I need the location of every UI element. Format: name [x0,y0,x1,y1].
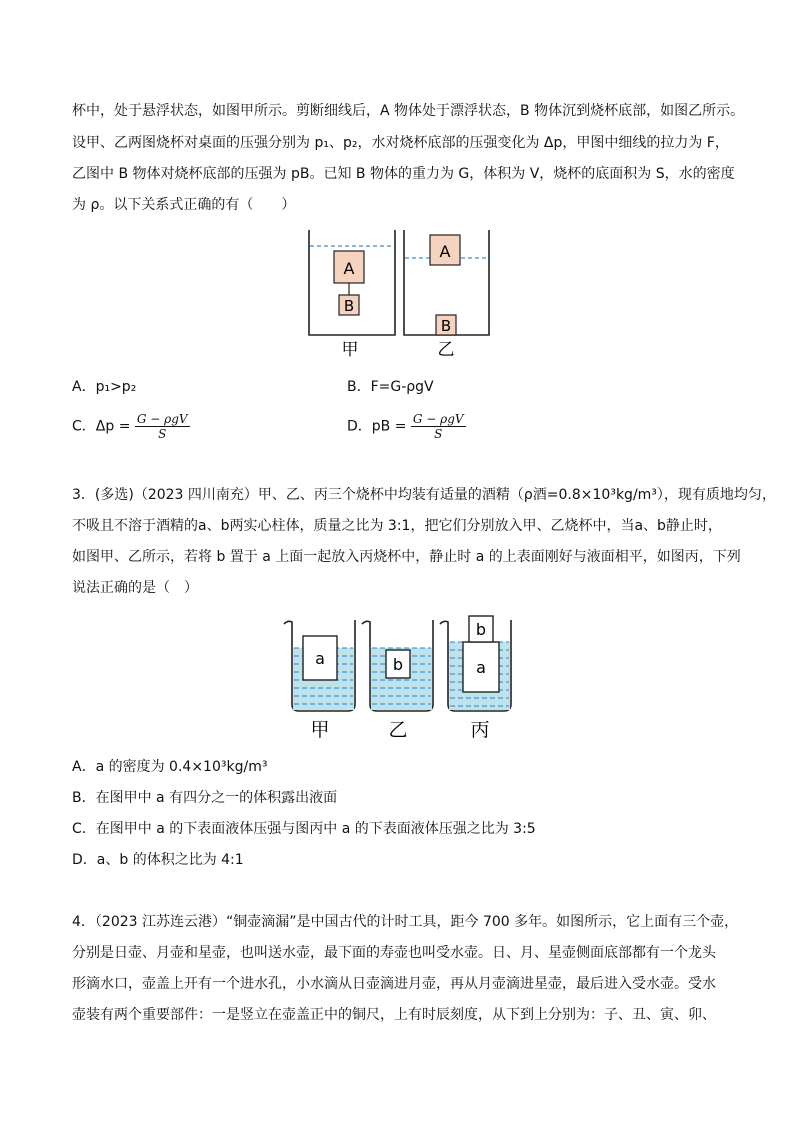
fraction-denominator: S [434,427,443,441]
q3-line-2: 不吸且不溶于酒精的a、b两实心柱体，质量之比为 3:1，把它们分别放入甲、乙烧杯中，当a、b静止时， [72,518,722,534]
label-jia: 甲 [310,719,330,741]
q3-line-3: 如图甲、乙所示，若将 b 置于 a 上面一起放入丙烧杯中，静止时 a 的上表面刚好与液面相平，如图丙，下列 [72,549,741,565]
q3-option-c: C．在图甲中 a 的下表面液体压强与图丙中 a 的下表面液体压强之比为 3:5 [72,821,536,837]
q2-option-d-fraction [411,412,466,441]
q4-line-1: 4．（2023 江苏连云港）“铜壶滴漏”是中国古代的计时工具，距今 700 多年。如图所示，它上面有三个壶， [72,914,739,930]
block-b-2-label: b [392,655,404,674]
block-a-jia-label: A [343,259,355,278]
q2-line-4: 为 ρ。以下关系式正确的有（ ） [72,197,296,213]
q2-line-1: 杯中，处于悬浮状态，如图甲所示。剪断细线后，A 物体处于漂浮状态，B 物体沉到烧杯底部，如图乙所示。 [72,103,745,119]
label-yi: 乙 [388,719,408,741]
q2-line-2: 设甲、乙两图烧杯对桌面的压强分别为 p₁、p₂，水对烧杯底部的压强变化为 Δp，甲图中细线的拉力为 F， [72,135,729,151]
fraction-numerator: G − ρgV [136,412,188,426]
q3-option-a: A．a 的密度为 0.4×10³kg/m³ [72,759,268,775]
q2-option-d-prefix: D．pB = [347,418,407,435]
q3-option-b: B．在图甲中 a 有四分之一的体积露出液面 [72,790,338,806]
q3-figure [280,612,520,747]
block-b-3-label: b [475,620,487,639]
q4-line-3: 形滴水口，壶盖上开有一个进水孔，小水滴从日壶滴进月壶，再从月壶滴进星壶，最后进入受水壶。受水 [72,976,716,992]
q4-line-2: 分别是日壶、月壶和星壶，也叫送水壶，最下面的寿壶也叫受水壶。日、月、星壶侧面底部都有一个龙头 [72,945,716,961]
q2-option-c [72,412,190,441]
block-a-1-label: a [315,649,325,668]
block-b-jia-label: B [343,297,355,315]
q2-option-b: B．F=G-ρgV [347,379,434,395]
q2-option-c-fraction [135,412,190,441]
fraction-numerator: G − ρgV [412,412,464,426]
q2-option-a: A．p₁>p₂ [72,379,137,395]
fraction-denominator: S [158,427,167,441]
q3-line-4: 说法正确的是（ ） [72,580,198,596]
q2-figure [300,225,500,365]
label-yi: 乙 [437,340,455,360]
q2-option-c-prefix: C．Δp = [72,418,131,435]
label-jia: 甲 [341,340,359,360]
q3-option-d: D．a、b 的体积之比为 4:1 [72,852,244,868]
q2-option-d [347,412,466,441]
block-a-yi-label: A [439,242,451,261]
q2-line-3: 乙图中 B 物体对烧杯底部的压强为 pB。已知 B 物体的重力为 G，体积为 V，烧杯的底面积为 S，水的密度 [72,166,735,182]
q3-line-1: 3．(多选)（2023 四川南充）甲、乙、丙三个烧杯中均装有适量的酒精（ρ酒=0.8×10³kg/m³），现有质地均匀， [72,487,776,503]
q4-line-4: 壶装有两个重要部件：一是竖立在壶盖正中的铜尺，上有时辰刻度，从下到上分别为：子、丑、寅、卯、 [72,1007,716,1023]
block-b-yi-label: B [440,317,452,335]
block-a-3-label: a [476,658,486,677]
label-bing: 丙 [470,719,490,741]
